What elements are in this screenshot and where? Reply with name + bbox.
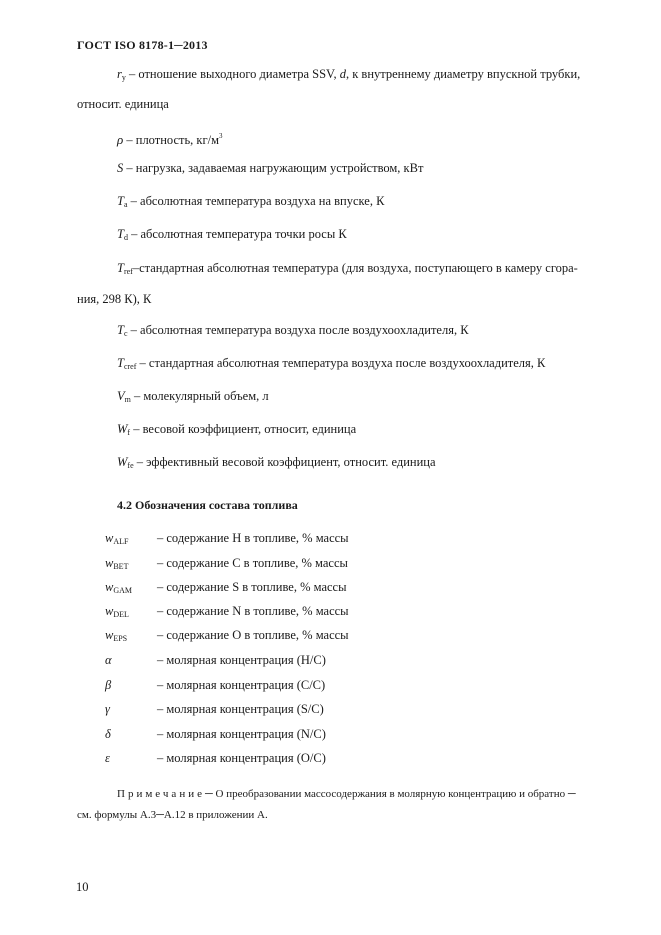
def-text: – абсолютная температура точки росы К — [127, 227, 347, 241]
def-text: – стандартная абсолютная температура воздуха после воздухоохладителя, К — [136, 356, 546, 370]
subscript: cref — [123, 362, 137, 371]
subscript: ALF — [113, 537, 129, 546]
comp-desc-eps: – содержание О в топливе, % массы — [157, 628, 349, 642]
def-tref — [117, 260, 578, 280]
def-rho — [117, 128, 223, 148]
symbol: w — [105, 628, 114, 642]
note-text: ─ О преобразовании массосодержания в молярную концентрацию и обратно ─ — [204, 788, 576, 800]
symbol: w — [105, 604, 114, 618]
comp-desc-gam: – содержание S в топливе, % массы — [157, 580, 347, 594]
def-vm — [117, 388, 269, 408]
note-line-1 — [117, 788, 576, 800]
def-text: – абсолютная температура воздуха после воздухоохладителя, К — [127, 323, 469, 337]
comp-symbol-gamma: γ — [105, 702, 110, 716]
subscript: a — [123, 200, 128, 209]
comp-symbol-alpha: α — [105, 653, 112, 667]
def-ry — [117, 66, 580, 86]
def-wfe — [117, 454, 436, 474]
comp-desc-delta: – молярная концентрация (N/C) — [157, 727, 326, 741]
superscript: 3 — [219, 132, 223, 140]
symbol: S — [117, 161, 124, 175]
symbol: T — [117, 194, 124, 208]
comp-desc-del: – содержание N в топливе, % массы — [157, 604, 349, 618]
comp-symbol-beta: β — [105, 678, 112, 692]
subscript: fe — [127, 461, 134, 470]
symbol: W — [117, 455, 128, 469]
symbol-d: d — [339, 67, 346, 81]
symbol: w — [105, 531, 114, 545]
def-text: – весовой коэффициент, относит, единица — [130, 422, 357, 436]
def-tcref — [117, 355, 545, 375]
def-tc — [117, 322, 469, 342]
subscript: DEL — [113, 610, 129, 619]
def-tref-cont: ния, 298 К), К — [77, 292, 152, 306]
comp-desc-alf: – содержание Н в топливе, % массы — [157, 531, 349, 545]
comp-symbol-alf — [105, 530, 128, 550]
subscript: GAM — [113, 586, 133, 595]
comp-symbol-delta: δ — [105, 727, 111, 741]
def-td — [117, 226, 347, 246]
subscript: m — [124, 395, 131, 404]
comp-desc-beta: – молярная концентрация (С/С) — [157, 678, 326, 692]
comp-desc-alpha: – молярная концентрация (Н/С) — [157, 653, 326, 667]
def-text: – абсолютная температура воздуха на впуске, К — [127, 194, 385, 208]
comp-symbol-eps — [105, 627, 127, 647]
note-line-2: см. формулы А.3─А.12 в приложении А. — [77, 809, 268, 821]
def-text-2: , к внутреннему диаметру впускной трубки, — [345, 67, 581, 81]
symbol: w — [105, 580, 114, 594]
def-text: – эффективный весовой коэффициент, относит. единица — [133, 455, 436, 469]
document-header: ГОСТ ISO 8178-1─2013 — [77, 38, 208, 52]
symbol: r — [117, 67, 122, 81]
subscript: d — [123, 233, 128, 242]
comp-symbol-del — [105, 603, 129, 623]
comp-desc-gamma: – молярная концентрация (S/C) — [157, 702, 324, 716]
comp-desc-bet: – содержание С в топливе, % массы — [157, 556, 348, 570]
def-text: –стандартная абсолютная температура (для воздуха, поступающего в камеру сгора- — [132, 261, 578, 275]
def-wf — [117, 421, 356, 441]
symbol: T — [117, 261, 124, 275]
def-text: – плотность, кг/м — [123, 133, 220, 147]
subscript: c — [123, 329, 128, 338]
def-ry-cont: относит. единица — [77, 97, 169, 111]
def-ta — [117, 193, 384, 213]
def-text: – отношение выходного диаметра SSV, — [125, 67, 340, 81]
subscript: y — [121, 73, 126, 82]
subscript: f — [127, 428, 131, 437]
comp-symbol-epsilon: ε — [105, 751, 110, 765]
comp-symbol-bet — [105, 555, 128, 575]
note-label: Примечание — [117, 788, 205, 800]
page-number: 10 — [76, 880, 89, 894]
comp-desc-epsilon: – молярная концентрация (О/С) — [157, 751, 326, 765]
def-text: – нагрузка, задаваемая нагружающим устройством, кВт — [123, 161, 424, 175]
subscript: EPS — [113, 634, 128, 643]
symbol: T — [117, 356, 124, 370]
comp-symbol-gam — [105, 579, 132, 599]
symbol: w — [105, 556, 114, 570]
def-s — [117, 160, 423, 176]
symbol: T — [117, 227, 124, 241]
symbol: ρ — [117, 132, 124, 147]
symbol: T — [117, 323, 124, 337]
symbol: W — [117, 422, 128, 436]
subscript: ref — [123, 267, 133, 276]
symbol: V — [117, 389, 125, 403]
subscript: BET — [113, 562, 129, 571]
section-heading: 4.2 Обозначения состава топлива — [117, 498, 298, 512]
def-text: – молекулярный объем, л — [130, 389, 269, 403]
